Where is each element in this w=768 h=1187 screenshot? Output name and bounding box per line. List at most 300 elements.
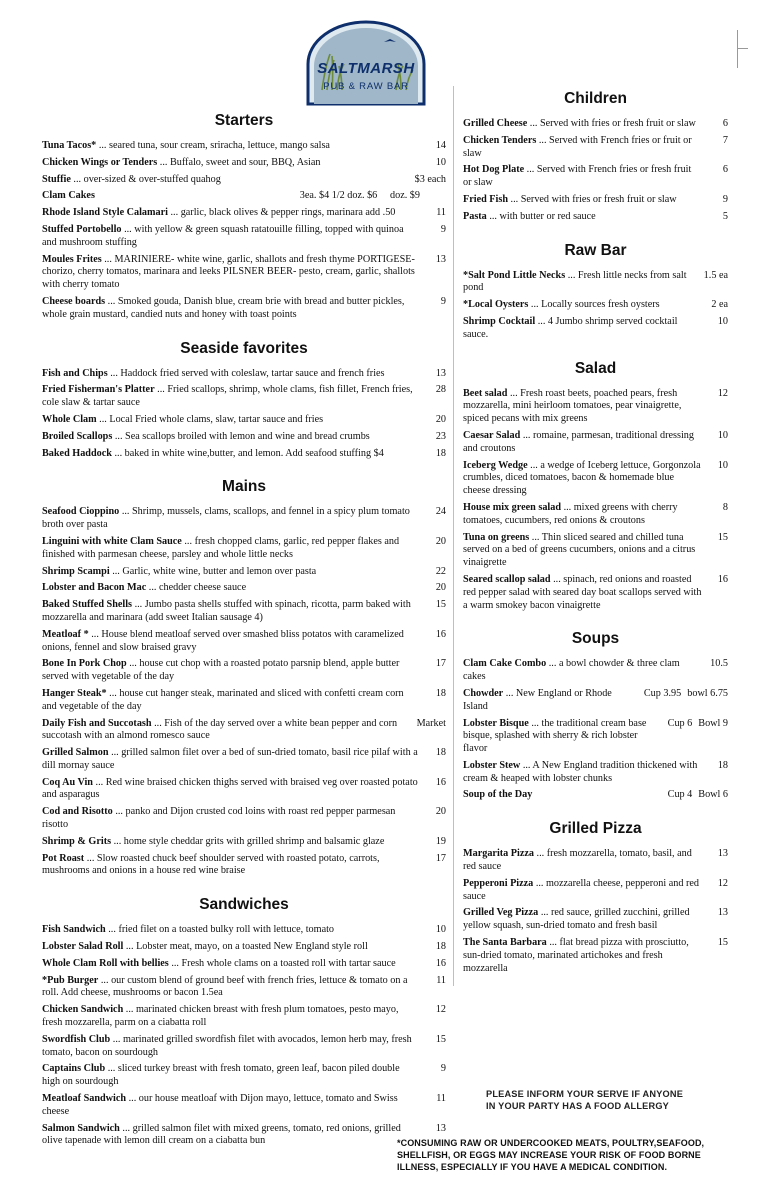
menu-item-text: [463, 937, 702, 975]
menu-item-text: [42, 566, 420, 579]
menu-item-name: Caesar Salad: [463, 429, 521, 441]
menu-item: [42, 368, 446, 381]
menu-item: [463, 789, 728, 802]
menu-item-price: 13: [435, 367, 446, 379]
menu-item-name: Pot Roast: [42, 852, 85, 864]
menu-item-text: [463, 502, 702, 528]
menu-item: [42, 296, 446, 322]
menu-item-name: Fish Sandwich: [42, 924, 106, 936]
menu-item-price: 17: [435, 852, 446, 864]
menu-item-price: 5: [722, 210, 728, 222]
menu-item-name: Moules Frites: [42, 253, 102, 265]
menu-item-price: 8: [722, 501, 728, 513]
menu-item-price: 18: [435, 747, 446, 759]
logo-subtitle: PUB & RAW BAR: [323, 81, 409, 92]
menu-item-description: ... a bowl chowder & three clam cakes: [463, 658, 680, 683]
menu-item-price: 11: [436, 1093, 446, 1105]
menu-item-text: [42, 975, 420, 1001]
menu-item-text: [42, 207, 420, 220]
menu-item: [463, 388, 728, 426]
menu-item-name: Baked Haddock: [42, 447, 112, 459]
menu-item-name: Broiled Scallops: [42, 430, 113, 442]
menu-item-text: [42, 1093, 420, 1119]
menu-item-description: ... garlic, black olives & pepper rings, marinara add .50: [167, 207, 396, 219]
menu-item: [463, 574, 728, 612]
menu-item-text: [42, 658, 420, 684]
menu-item-price: Market: [416, 717, 446, 729]
menu-item-description: ... Served with fries or fresh fruit or slaw: [508, 193, 677, 205]
menu-item-price: 18: [435, 941, 446, 953]
menu-item-name: Soup of the Day: [463, 789, 533, 801]
menu-item-description: ... A New England tradition thickened with cream & heaped with lobster chunks: [463, 759, 698, 784]
menu-item-name: Tuna Tacos*: [42, 140, 97, 151]
menu-item-name: Lobster Salad Roll: [42, 941, 124, 953]
menu-item-text: [42, 582, 420, 595]
menu-item-description: ... Fish of the day served over a white bean pepper and corn succotash with an almond romesco sauce: [42, 717, 398, 742]
menu-item-price: 10: [717, 315, 728, 327]
menu-item-description: ... chedder cheese sauce: [146, 582, 247, 594]
menu-item: [42, 1123, 446, 1149]
menu-item-description: ... MARINIERE- white wine, garlic, shallots and fresh thyme PORTIGESE-chorizo, cherry tomatos, marinara and leeks PILSNER BEER- pesto, cream, garlic, shallots with cherry tomato: [42, 253, 415, 291]
menu-item: [463, 658, 728, 684]
menu-item: [463, 532, 728, 570]
menu-item: [42, 582, 446, 595]
menu-item-text: [42, 254, 420, 292]
section-title: Starters: [214, 112, 274, 129]
menu-item: [463, 878, 728, 904]
menu-item-price: 18: [435, 447, 446, 459]
menu-item: [42, 414, 446, 427]
menu-item-description: ... Fresh whole clams on a toasted roll with tartar sauce: [168, 957, 396, 969]
menu-item-price: Bowl 6: [698, 789, 728, 801]
menu-item-description: ... over-sized & over-stuffed quahog: [70, 173, 221, 185]
menu-item-description: ... home style cheddar grits with grilled shrimp and balsamic glaze: [111, 835, 385, 847]
menu-item-text: [463, 688, 638, 714]
menu-item-price: 10.5: [710, 658, 728, 670]
menu-item-name: Fish and Chips: [42, 367, 108, 379]
menu-item-name: Salmon Sandwich: [42, 1122, 120, 1134]
menu-item-text: [42, 414, 420, 427]
menu-item-description: ... Served with fries or fresh fruit or slaw: [527, 118, 696, 129]
menu-item-description: ... Lobster meat, mayo, on a toasted New England style roll: [123, 941, 368, 953]
menu-item-description: ... the traditional cream base bisque, splashed with sherry & rich lobster flavor: [463, 717, 647, 755]
menu-item-price: 6: [722, 118, 728, 129]
menu-item-size-price: 3ea. $4 1/2 doz. $6 doz. $9: [299, 190, 420, 202]
menu-item-price: 13: [435, 253, 446, 265]
menu-item: [42, 836, 446, 849]
menu-item-description: ... fried filet on a toasted bulky roll with lettuce, tomato: [105, 924, 335, 936]
menu-item-name: Stuffed Portobello: [42, 223, 122, 235]
menu-item-text: [463, 430, 702, 456]
menu-item-text: [463, 118, 702, 131]
menu-item-name: Shrimp Scampi: [42, 565, 110, 577]
menu-item-description: ... Local Fried whole clams, slaw, tartar sauce and fries: [96, 413, 324, 425]
menu-item: [42, 924, 446, 937]
menu-item-name: Whole Clam Roll with bellies: [42, 957, 169, 969]
menu-item: [463, 299, 728, 312]
section-title: Salad: [574, 359, 617, 377]
menu-item-name: *Salt Pond Little Necks: [463, 269, 566, 281]
menu-item: [42, 190, 446, 203]
menu-item-text: [463, 760, 702, 786]
menu-item-description: ... marinated grilled swordfish filet with avocados, lemon herb may, fresh tomato, bacon on sourdough: [42, 1033, 412, 1058]
menu-item-description: ... Thin sliced seared and chilled tuna served on a bed of greens cucumbers, onions and a citrus vinaigrette: [463, 531, 696, 569]
menu-item: [463, 937, 728, 975]
menu-item: [463, 270, 728, 296]
menu-item-text: [42, 157, 420, 170]
menu-item-price: 15: [435, 1033, 446, 1045]
menu-item-name: Shrimp Cocktail: [463, 315, 536, 327]
menu-item: [42, 431, 446, 444]
menu-item-price: 22: [435, 565, 446, 577]
menu-item: [42, 629, 446, 655]
menu-item: [42, 658, 446, 684]
menu-item: [42, 536, 446, 562]
section-title: Grilled Pizza: [549, 820, 642, 838]
menu-item-description: ... Fresh roast beets, poached pears, fresh mozzarella, mini heirloom tomatoes, pear vinaigrette, spiced pecans with mix greens: [463, 387, 682, 425]
menu-item: [42, 140, 446, 153]
menu-item: [463, 688, 728, 714]
menu-item-name: Daily Fish and Succotash: [42, 717, 152, 729]
menu-item-description: ... Served with French fries or fresh fruit or slaw: [463, 164, 692, 189]
menu-item-description: ... 4 Jumbo shrimp served cocktail sauce.: [463, 315, 678, 340]
section-grilled-pizza: [463, 820, 728, 975]
menu-item: [463, 135, 728, 161]
menu-item-name: Meatloaf *: [42, 628, 89, 640]
menu-item-text: [463, 270, 698, 296]
menu-item: [42, 688, 446, 714]
menu-item: [42, 1063, 446, 1089]
menu-item-text: [463, 211, 702, 224]
menu-item-text: [42, 1063, 420, 1089]
menu-item-name: Grilled Veg Pizza: [463, 907, 539, 919]
menu-item-name: Coq Au Vin: [42, 776, 93, 788]
menu-item-text: [42, 1123, 420, 1149]
menu-item: [42, 254, 446, 292]
menu-item-text: [42, 941, 420, 954]
menu-item-price: 2 ea: [711, 299, 728, 311]
menu-item-price: 13: [717, 848, 728, 860]
menu-item-price: Bowl 9: [698, 717, 728, 729]
menu-item-text: [463, 299, 702, 312]
menu-item: [42, 941, 446, 954]
menu-item: [42, 506, 446, 532]
menu-item-size-price: Cup 6: [667, 717, 693, 729]
right-column: [463, 90, 728, 979]
menu-item-text: [463, 532, 702, 570]
menu-item-description: ... our house meatloaf with Dijon mayo, lettuce, tomato and Swiss cheese: [42, 1093, 398, 1117]
menu-item-text: [463, 718, 662, 756]
menu-item-description: ... Fried scallops, shrimp, whole clams, fish fillet, French fries, cole slaw & tartar sauce: [42, 384, 413, 409]
menu-item-text: [42, 688, 420, 714]
section-starters: [42, 112, 446, 322]
menu-item-name: Pepperoni Pizza: [463, 877, 534, 889]
section-sandwiches: [42, 896, 446, 1148]
menu-item-text: [463, 316, 702, 342]
menu-item-description: ... Haddock fried served with coleslaw, tartar sauce and french fries: [107, 367, 385, 379]
menu-item-description: ... house cut hanger steak, marinated and sliced with confetti cream corn and vegetable of the day: [42, 687, 404, 712]
menu-item-name: Chicken Wings or Tenders: [42, 156, 158, 168]
menu-item-name: Hot Dog Plate: [463, 164, 525, 176]
section-title: Sandwiches: [199, 896, 289, 914]
menu-item-price: 10: [717, 429, 728, 441]
menu-item-name: Baked Stuffed Shells: [42, 599, 133, 611]
menu-item-text: [42, 224, 420, 250]
menu-item: [463, 430, 728, 456]
menu-item-name: Seared scallop salad: [463, 573, 551, 585]
menu-item: [463, 502, 728, 528]
menu-item-name: Captains Club: [42, 1063, 106, 1075]
menu-item-text: [42, 296, 420, 322]
menu-item-name: *Pub Burger: [42, 974, 99, 986]
menu-item-description: ... romaine, parmesan, traditional dressing and croutons: [463, 429, 694, 454]
menu-item-price: 13: [717, 907, 728, 919]
menu-item-text: [42, 718, 411, 744]
menu-item-name: Grilled Salmon: [42, 747, 109, 759]
section-title: Children: [564, 90, 627, 107]
menu-item-name: Hanger Steak*: [42, 687, 107, 699]
menu-item-price: 20: [435, 582, 446, 594]
menu-item-description: ... a wedge of Iceberg lettuce, Gorgonzola crumbles, diced tomatoes, bacon & homemade blue cheese dressing: [463, 459, 701, 497]
menu-item-price: 11: [436, 974, 446, 986]
menu-item-name: Margarita Pizza: [463, 848, 534, 860]
menu-item-name: Pasta: [463, 210, 487, 222]
menu-item-name: Iceberg Wedge: [463, 459, 528, 471]
menu-item-price: $3 each: [414, 173, 446, 185]
menu-item-text: [42, 747, 420, 773]
menu-item: [42, 806, 446, 832]
menu-item-description: ... Jumbo pasta shells stuffed with spinach, ricotta, parm baked with mozzarella and marinara (add sweet Italian sausage 4): [42, 599, 411, 623]
menu-item: [42, 975, 446, 1001]
menu-item-price: 20: [435, 413, 446, 425]
menu-item-text: [42, 924, 420, 937]
menu-item-name: Clam Cake Combo: [463, 658, 547, 670]
menu-item: [42, 207, 446, 220]
menu-item-text: [42, 1004, 420, 1030]
menu-item-name: Cheese boards: [42, 295, 106, 307]
menu-item-price: 19: [435, 835, 446, 847]
menu-item-description: ... grilled salmon filet over a bed of sun-dried tomato, basil rice pilaf with a dill mornay sauce: [42, 747, 418, 771]
menu-item: [42, 958, 446, 971]
menu-item: [42, 1093, 446, 1119]
menu-item-price: 15: [435, 599, 446, 611]
menu-item: [463, 316, 728, 342]
menu-item-description: ... Shrimp, mussels, clams, scallops, and fennel in a spicy plum tomato broth over pasta: [42, 506, 410, 531]
menu-item: [42, 174, 446, 187]
menu-item-name: Tuna on greens: [463, 531, 530, 543]
menu-item-price: 15: [717, 937, 728, 949]
corner-mark: [737, 30, 738, 68]
menu-item-price: 17: [435, 658, 446, 670]
menu-item-name: Lobster Bisque: [463, 717, 529, 729]
section-raw-bar: [463, 242, 728, 342]
menu-item-size-price: Cup 4: [667, 789, 693, 801]
menu-item-description: ... red sauce, grilled zucchini, grilled yellow squash, sun-dried tomato and fresh basil: [463, 907, 690, 932]
menu-item-price: bowl 6.75: [687, 687, 728, 699]
menu-item-text: [463, 574, 702, 612]
menu-item-price: 10: [435, 924, 446, 936]
menu-item-name: Chicken Tenders: [463, 134, 537, 146]
menu-item-description: ... Garlic, white wine, butter and lemon over pasta: [109, 565, 317, 577]
section-children: [463, 90, 728, 224]
section-title: Seaside favorites: [180, 339, 308, 357]
menu-item-name: Lobster and Bacon Mac: [42, 582, 147, 594]
menu-item: [463, 211, 728, 224]
menu-item-description: ... seared tuna, sour cream, sriracha, lettuce, mango salsa: [96, 140, 330, 151]
menu-item-name: Rhode Island Style Calamari: [42, 207, 168, 219]
menu-item-price: 24: [435, 506, 446, 518]
allergy-notice: PLEASE INFORM YOUR SERVE IF ANYONE IN YOUR PARTY HAS A FOOD ALLERGY: [486, 1089, 684, 1111]
menu-item: [42, 1034, 446, 1060]
menu-item-text: [463, 848, 702, 874]
menu-item: [463, 460, 728, 498]
section-salad: [463, 360, 728, 613]
menu-item-price: 10: [717, 459, 728, 471]
menu-item-name: Shrimp & Grits: [42, 835, 112, 847]
menu-item: [42, 718, 446, 744]
menu-item-text: [463, 135, 702, 161]
menu-item-text: [42, 1034, 420, 1060]
menu-item-price: 9: [440, 1063, 446, 1075]
menu-item-price: 7: [722, 134, 728, 146]
menu-item-description: ... our custom blend of ground beef with french fries, lettuce & tomato on a roll. Add cheese, mushrooms or bacon 1.5ea: [42, 974, 408, 999]
menu-item: [42, 747, 446, 773]
menu-item-text: [463, 194, 702, 207]
menu-item-description: ... Served with French fries or fruit or slaw: [463, 134, 692, 159]
menu-item-text: [42, 368, 420, 381]
section-title: Soups: [571, 630, 620, 648]
menu-item-name: Chowder: [463, 687, 504, 699]
menu-item-name: Linguini with white Clam Sauce: [42, 535, 182, 547]
menu-item: [463, 907, 728, 933]
menu-item-text: [463, 164, 702, 190]
menu-item-text: [42, 629, 420, 655]
menu-item-name: Grilled Cheese: [463, 118, 528, 129]
menu-item-name: Lobster Stew: [463, 759, 521, 771]
menu-item-price: 20: [435, 535, 446, 547]
column-divider: [453, 86, 454, 986]
menu-item-price: 10: [435, 156, 446, 168]
menu-item-name: Beet salad: [463, 387, 508, 399]
section-mains: [42, 478, 446, 878]
menu-item-price: 20: [435, 806, 446, 818]
menu-item: [42, 853, 446, 879]
menu-item-text: [463, 878, 702, 904]
menu-item-size-price: Cup 3.95: [643, 687, 682, 699]
menu-item-description: ... Slow roasted chuck beef shoulder served with roasted potato, carrots, mushrooms and onions in a house red wine braise: [42, 852, 380, 877]
menu-item-description: ... with butter or red sauce: [486, 210, 596, 222]
menu-item-name: Seafood Cioppino: [42, 506, 120, 518]
menu-item-price: 28: [435, 384, 446, 396]
menu-item-description: ... flat bread pizza with prosciutto, sun-dried tomato, marinated artichokes and fresh mozzarella: [463, 937, 689, 974]
menu-item-price: 1.5 ea: [703, 269, 728, 281]
menu-item-description: ... New England or Rhode Island: [463, 687, 612, 712]
menu-item-name: House mix green salad: [463, 501, 562, 513]
menu-item-text: [42, 836, 420, 849]
left-column: [42, 112, 446, 1152]
menu-item-text: [42, 958, 420, 971]
menu-item-description: ... Locally sources fresh oysters: [528, 299, 660, 311]
menu-item-name: Stuffie: [42, 173, 71, 185]
menu-item-price: 9: [440, 295, 446, 307]
menu-item-price: 16: [435, 957, 446, 969]
menu-item-text: [463, 907, 702, 933]
menu-item-price: 9: [722, 193, 728, 205]
menu-item-name: Fried Fisherman's Platter: [42, 384, 155, 396]
menu-item-text: [42, 190, 294, 203]
section-title: Raw Bar: [564, 241, 627, 259]
menu-item-price: 13: [435, 1122, 446, 1134]
menu-item-price: 18: [435, 687, 446, 699]
menu-item-description: ... fresh mozzarella, tomato, basil, and red sauce: [463, 848, 692, 873]
menu-item-name: Swordfish Club: [42, 1033, 111, 1045]
menu-item: [42, 1004, 446, 1030]
menu-item-price: 9: [440, 223, 446, 235]
menu-item-description: ... fresh chopped clams, garlic, red pepper flakes and finished with parmesan cheese, parsley and whole little necks: [42, 535, 400, 560]
menu-item-price: 11: [436, 207, 446, 219]
menu-item-price: 15: [717, 531, 728, 543]
menu-item-text: [42, 536, 420, 562]
menu-item: [463, 194, 728, 207]
menu-item-price: 12: [717, 877, 728, 889]
menu-item-text: [42, 853, 420, 879]
menu-item-description: ... spinach, red onions and roasted red pepper salad with seared day boat scallops served with a warm smokey bacon vinaigrette: [463, 573, 702, 611]
menu-item: [42, 384, 446, 410]
menu-item-price: 16: [717, 573, 728, 585]
menu-item: [42, 157, 446, 170]
menu-item: [42, 224, 446, 250]
menu-item-text: [463, 789, 662, 802]
menu-item-price: 14: [435, 140, 446, 151]
menu-item-description: ... mixed greens with cherry tomatoes, cucumbers, red onions & croutons: [463, 501, 678, 526]
corner-mark-tick: [738, 48, 748, 49]
menu-item-description: ... House blend meatloaf served over smashed bliss potatos with caramelized onions, fennel and slow braised gravy: [42, 628, 404, 653]
menu-item-name: Clam Cakes: [42, 190, 95, 202]
menu-item-price: 6: [722, 164, 728, 176]
menu-item-name: Meatloaf Sandwich: [42, 1093, 127, 1105]
section-seaside-favorites: [42, 340, 446, 461]
menu-item-price: 12: [717, 387, 728, 399]
menu-item-text: [42, 599, 420, 625]
menu-item-text: [42, 806, 420, 832]
menu-item-description: ... sliced turkey breast with fresh tomato, green leaf, bacon piled double high on sourdough: [42, 1063, 400, 1088]
menu-item-description: ... with yellow & green squash ratatouille filling, topped with quinoa and mushroom stuffing: [42, 223, 404, 248]
menu-item: [42, 448, 446, 461]
menu-item-text: [463, 388, 702, 426]
menu-item: [42, 777, 446, 803]
menu-item-price: 18: [717, 759, 728, 771]
menu-item-text: [42, 174, 409, 187]
menu-item-text: [463, 658, 702, 684]
menu-item-text: [463, 460, 702, 498]
menu-item-description: ... baked in white wine,butter, and lemon. Add seafood stuffing $4: [111, 447, 384, 459]
menu-item: [463, 848, 728, 874]
menu-item-price: 16: [435, 776, 446, 788]
menu-item-price: 23: [435, 430, 446, 442]
menu-item-price: 16: [435, 628, 446, 640]
menu-item: [463, 118, 728, 131]
menu-item: [42, 599, 446, 625]
menu-item-name: *Local Oysters: [463, 299, 529, 311]
menu-item-description: ... mozzarella cheese, pepperoni and red sauce: [463, 877, 700, 902]
menu-item: [463, 164, 728, 190]
menu-item-description: ... Red wine braised chicken thighs served with braised veg over roasted potato and asparagus: [42, 776, 418, 801]
menu-item-name: The Santa Barbara: [463, 937, 547, 949]
menu-item-description: ... panko and Dijon crusted cod loins with roast red pepper parmesan risotto: [42, 806, 396, 831]
menu-item-name: Bone In Pork Chop: [42, 658, 127, 670]
raw-food-warning: *CONSUMING RAW OR UNDERCOOKED MEATS, POULTRY,SEAFOOD, SHELLFISH, OR EGGS MAY INCREASE YOUR RISK OF FOOD BORNE ILLNESS, ESPECIALLY IF YOU HAVE A MEDICAL CONDITION.: [397, 1138, 705, 1172]
menu-item: [463, 718, 728, 756]
